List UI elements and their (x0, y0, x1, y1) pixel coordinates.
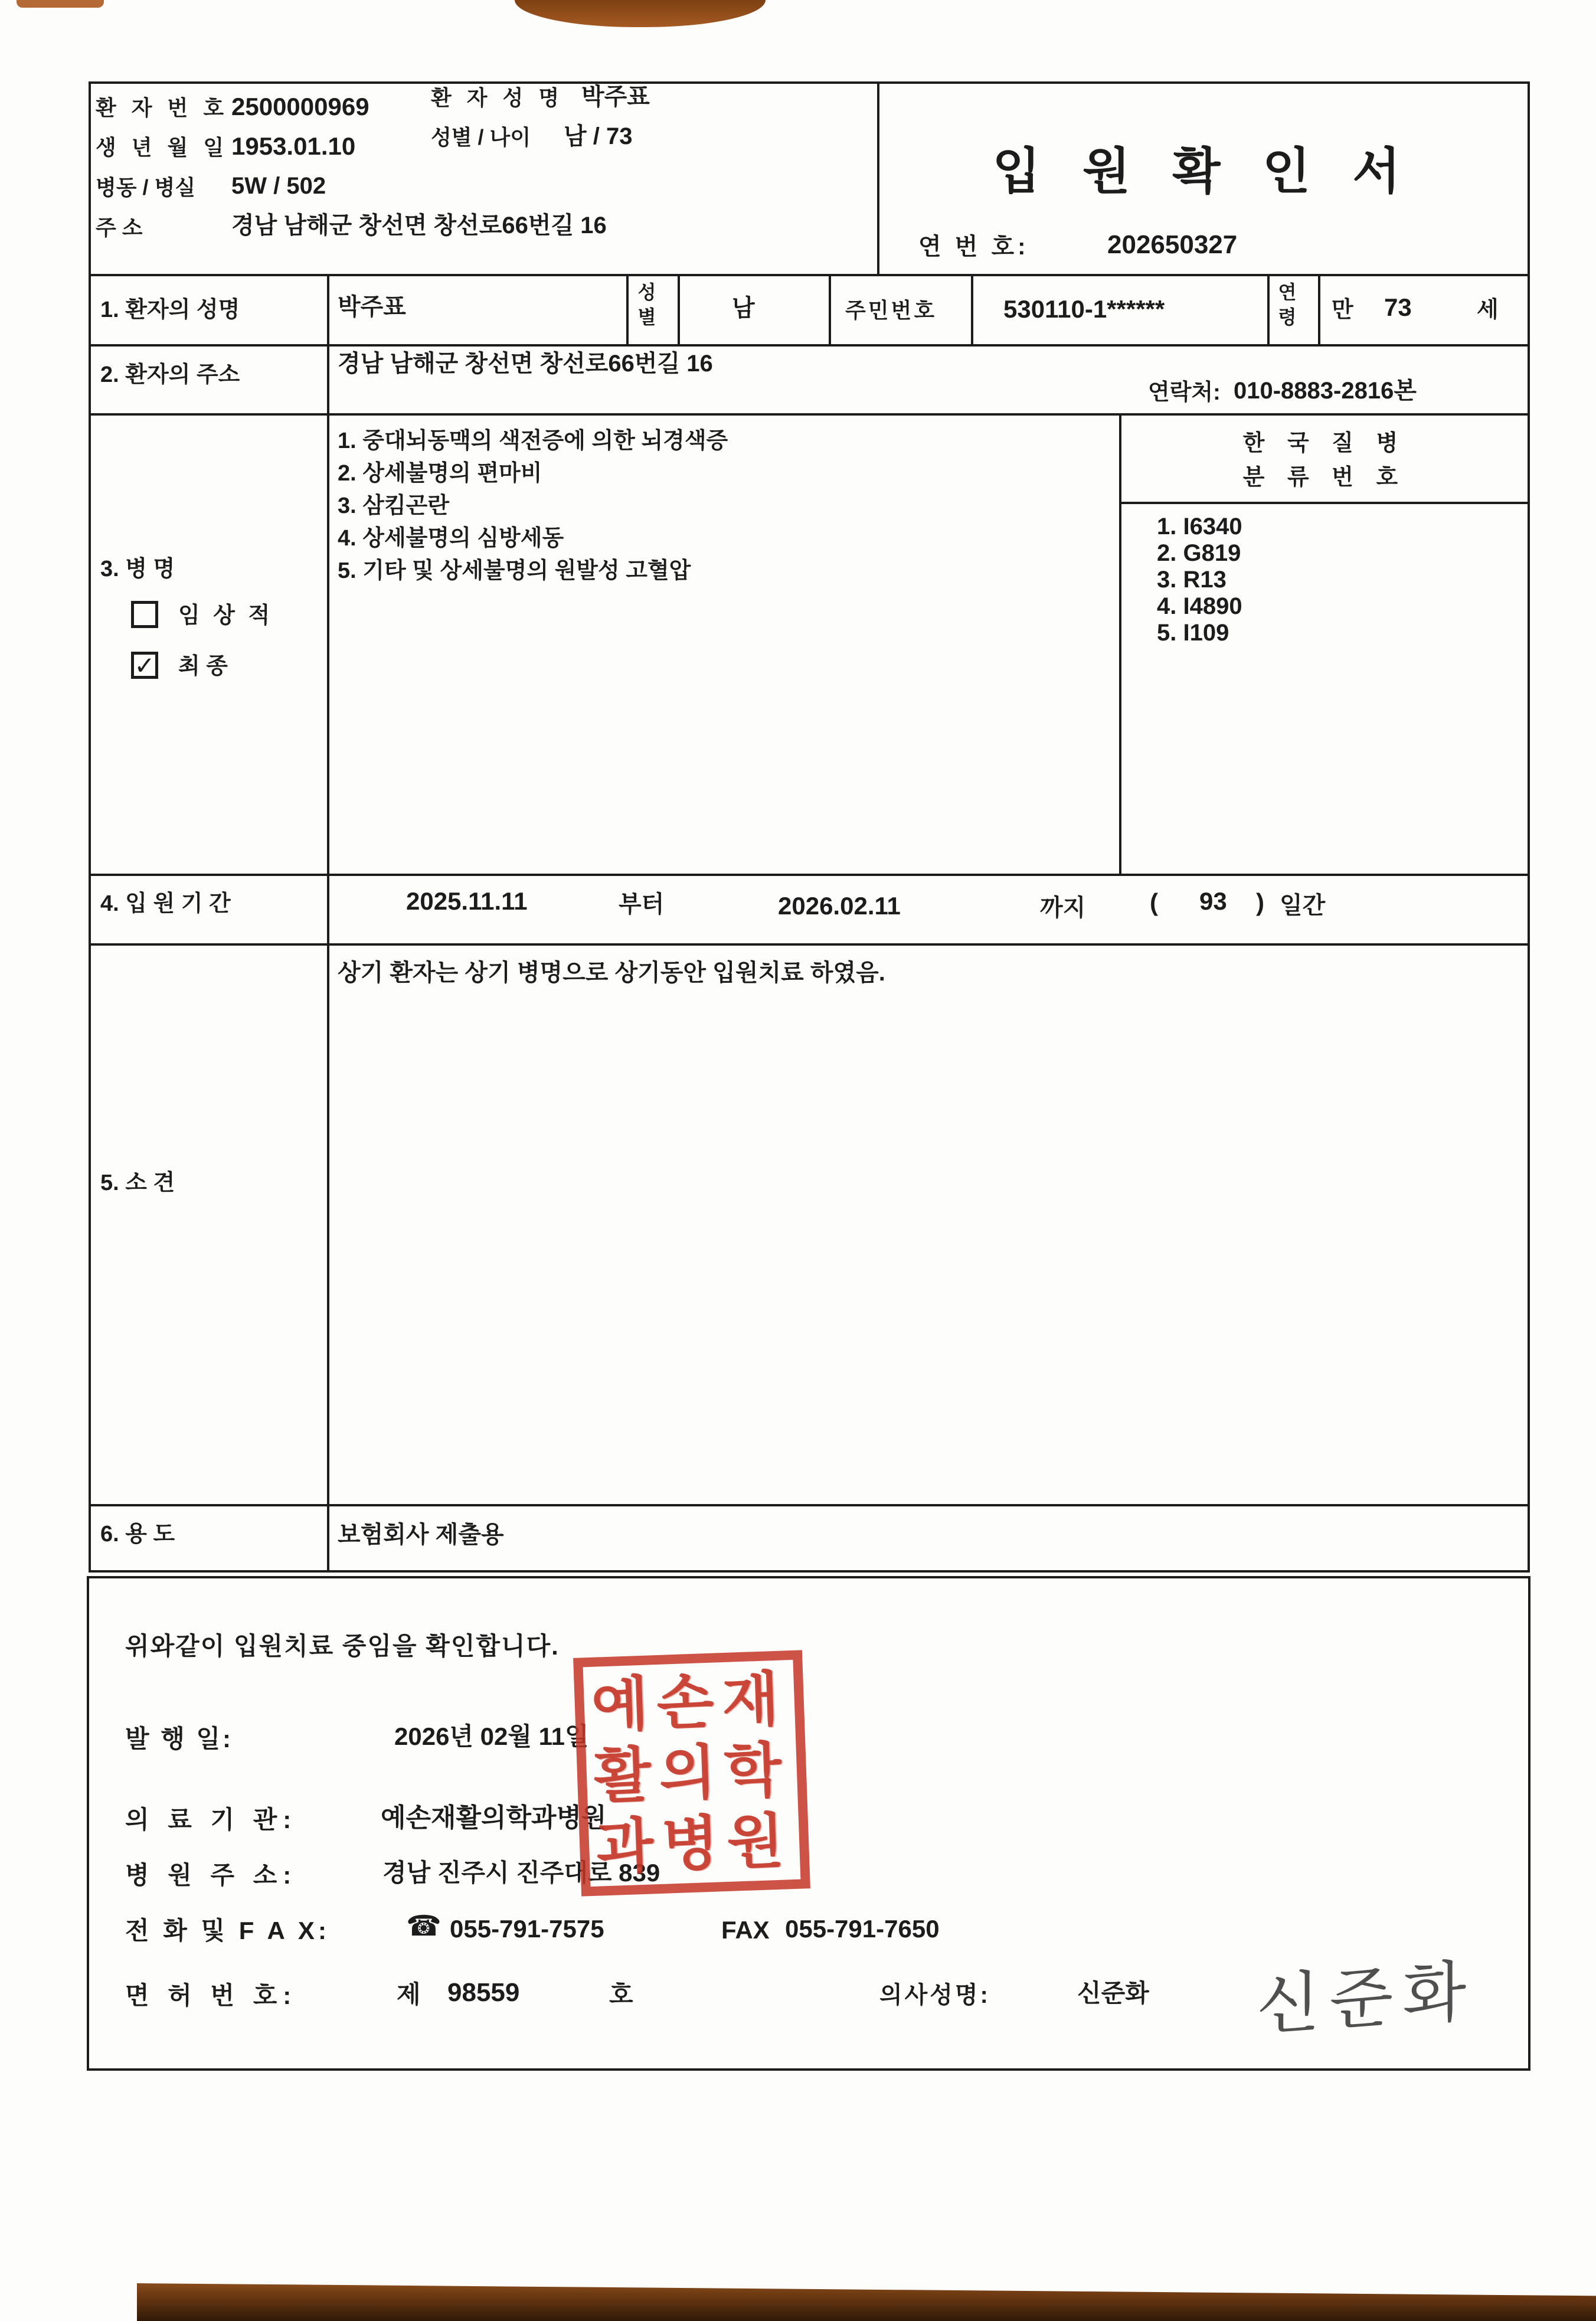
from-suffix: 부터 (619, 891, 665, 917)
row3-label: 3. 병 명 (100, 557, 175, 581)
disease-item: 1. 중대뇌동맥의 색전증에 의한 뇌경색증 (338, 429, 728, 453)
paren-close: ) (1256, 888, 1264, 916)
document-title: 입 원 확 인 서 (992, 143, 1415, 199)
row6-top-line (89, 1504, 1530, 1506)
home-address-value: 경남 남해군 창선면 창선로66번길 16 (231, 213, 607, 238)
home-address-label: 주 소 (96, 215, 143, 240)
license-label: 면 허 번 호: (125, 1982, 297, 2009)
row6-label: 6. 용 도 (100, 1522, 175, 1547)
issue-date-label: 발 행 일: (125, 1725, 234, 1753)
clinical-checkbox (131, 601, 158, 628)
license-prefix: 제 (397, 1980, 421, 2008)
age-column-label: 연령 (1276, 282, 1297, 332)
disease-item: 3. 삼킴곤란 (338, 493, 450, 518)
stamp-row: 예손재 (590, 1666, 789, 1739)
final-label: 최 종 (178, 654, 228, 679)
stamp-row: 과병원 (595, 1807, 793, 1881)
patient-no-label: 환 자 번 호 (96, 96, 229, 120)
row4-bottom-line (89, 943, 1530, 946)
patient-name-label: 환 자 성 명 (431, 86, 564, 110)
tel-value: 055-791-7575 (450, 1915, 604, 1943)
purpose-text: 보험회사 제출용 (338, 1522, 504, 1548)
row2-label: 2. 환자의 주소 (100, 362, 240, 387)
hospital-addr-value: 경남 진주시 진주대로 839 (382, 1859, 660, 1887)
row1-line-2 (678, 274, 680, 344)
admission-date-to: 2026.02.11 (778, 892, 901, 920)
birth-value: 1953.01.10 (231, 132, 356, 160)
doctor-name-value: 신준화 (1077, 1979, 1149, 2007)
rrn-label: 주민번호 (845, 298, 937, 322)
final-checkbox (131, 652, 158, 679)
kcd-title-line2: 분 류 번 호 (1242, 465, 1407, 490)
license-suffix: 호 (609, 1980, 633, 2008)
row1-label: 1. 환자의 성명 (100, 298, 240, 322)
disease-item: 5. 기타 및 상세불명의 원발성 고혈압 (338, 558, 691, 583)
birth-label: 생 년 월 일 (96, 135, 229, 159)
phone-icon: ☎ (406, 1911, 441, 1942)
stamp-row: 활의학 (593, 1737, 791, 1810)
days-suffix: 일간 (1280, 893, 1326, 918)
sex-age-label: 성별 / 나이 (431, 125, 531, 149)
rrn-value: 530110-1****** (1003, 295, 1165, 323)
to-suffix: 까지 (1040, 895, 1086, 921)
disease-item: 2. 상세불명의 편마비 (338, 461, 542, 486)
kcd-code: 1. I6340 (1157, 514, 1242, 540)
row2-bottom-line (89, 413, 1530, 416)
scan-artifact-top-center (515, 0, 766, 27)
org-name: 예손재활의학과병원 (381, 1803, 607, 1832)
opinion-text: 상기 환자는 상기 병명으로 상기동안 입원치료 하였음. (338, 960, 885, 986)
disease-item: 4. 상세불명의 심방세동 (338, 526, 564, 551)
row2-address: 경남 남해군 창선면 창선로66번길 16 (338, 351, 713, 377)
patient-no-value: 2500000969 (231, 93, 369, 120)
serial-no-label: 연 번 호: (918, 234, 1029, 260)
row5-label: 5. 소 견 (100, 1171, 175, 1195)
sex-column-label: 성별 (635, 282, 656, 332)
admission-days: 93 (1199, 887, 1227, 915)
age-prefix: 만 (1332, 298, 1353, 322)
kcd-code: 5. I109 (1157, 620, 1229, 646)
contact-value: 010-8883-2816본 (1234, 378, 1417, 404)
kcd-header-bottom-line (1119, 502, 1530, 504)
hospital-stamp (573, 1650, 810, 1896)
doctor-signature: 신준화 (1256, 1954, 1476, 2044)
fax-value: 055-791-7650 (785, 1915, 940, 1943)
age-suffix: 세 (1477, 298, 1499, 322)
patient-name-value: 박주표 (581, 84, 650, 110)
serial-no-value: 202650327 (1107, 230, 1238, 259)
doctor-name-label: 의사성명: (879, 1982, 990, 2008)
kcd-code: 4. I4890 (1157, 593, 1242, 619)
paren-open: ( (1150, 888, 1158, 916)
row1-bottom-line (89, 344, 1530, 346)
issue-date-value: 2026년 02월 11일 (394, 1722, 589, 1750)
admission-date-from: 2025.11.11 (406, 887, 528, 915)
clinical-label: 임 상 적 (178, 603, 274, 628)
row1-sex: 남 (732, 295, 755, 321)
ward-label: 병동 / 병실 (96, 175, 196, 200)
row1-name: 박주표 (338, 294, 406, 320)
row1-line-1 (626, 274, 629, 344)
kcd-code: 2. G819 (1157, 540, 1241, 566)
hospital-addr-label: 병 원 주 소: (125, 1861, 297, 1889)
kcd-title-line1: 한 국 질 병 (1242, 431, 1407, 456)
row4-top-line (89, 874, 1530, 876)
row4-label: 4. 입 원 기 간 (100, 891, 231, 916)
age-value: 73 (1384, 293, 1412, 321)
scan-artifact-top-left (17, 0, 104, 8)
row1-line-6 (1318, 274, 1320, 344)
org-label: 의 료 기 관: (125, 1806, 297, 1833)
label-column-line (327, 274, 329, 1573)
tel-fax-label: 전 화 및 F A X: (125, 1917, 330, 1944)
confirm-statement: 위와같이 입원치료 중임을 확인합니다. (125, 1632, 560, 1660)
row1-line-3 (829, 274, 831, 344)
row1-line-5 (1267, 274, 1270, 344)
check-mark-icon: ✓ (134, 651, 155, 679)
ward-value: 5W / 502 (231, 173, 326, 199)
sex-age-value: 남 / 73 (564, 123, 633, 149)
contact-label: 연락처: (1148, 380, 1221, 405)
license-no: 98559 (447, 1978, 520, 2007)
fax-label: FAX (721, 1916, 770, 1944)
scan-artifact-bottom-band (137, 2273, 1596, 2321)
row1-line-4 (971, 274, 973, 344)
kcd-code: 3. R13 (1157, 567, 1227, 593)
